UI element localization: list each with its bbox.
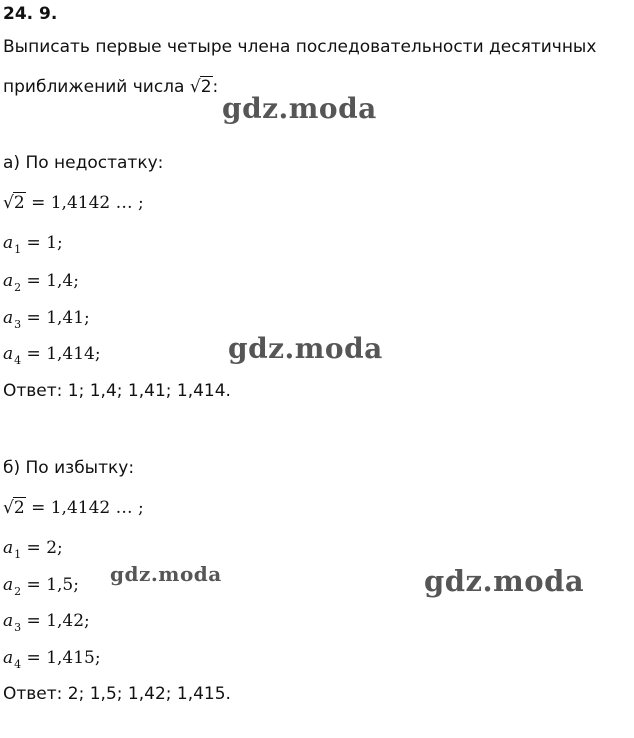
term-var: a xyxy=(3,344,14,364)
part-a-term-2 xyxy=(3,270,79,294)
term-index: 3 xyxy=(14,318,22,331)
problem-text-line-2 xyxy=(3,76,218,98)
part-b-term-3 xyxy=(3,610,90,634)
problem-text-prefix: приближений числа xyxy=(3,77,185,97)
term-index: 1 xyxy=(14,548,22,561)
term-var: a xyxy=(3,611,14,631)
sqrt-symbol: √2 xyxy=(189,77,212,97)
sqrt-radicand: 2 xyxy=(13,498,25,518)
problem-text-tail: : xyxy=(212,77,219,97)
part-a-term-3 xyxy=(3,307,90,331)
term-index: 4 xyxy=(14,354,22,367)
term-value: = 1,415; xyxy=(21,648,101,668)
part-a-term-4 xyxy=(3,343,101,367)
term-value: = 1; xyxy=(21,233,63,253)
sqrt-symbol: √2 xyxy=(3,193,25,213)
part-a-answer: Ответ: 1; 1,4; 1,41; 1,414. xyxy=(3,381,231,401)
term-index: 3 xyxy=(14,621,22,634)
watermark: gdz.moda xyxy=(228,332,383,365)
term-value: = 1,414; xyxy=(21,344,101,364)
term-var: a xyxy=(3,308,14,328)
watermark: gdz.moda xyxy=(424,564,585,598)
part-b-term-2 xyxy=(3,574,79,598)
term-var: a xyxy=(3,538,14,558)
term-index: 1 xyxy=(14,243,22,256)
problem-number: 24. 9. xyxy=(3,4,58,24)
sqrt-value: = 1,4142 … ; xyxy=(25,193,144,213)
part-b-term-4 xyxy=(3,647,101,671)
watermark: gdz.moda xyxy=(110,562,222,586)
term-value: = 2; xyxy=(21,538,63,558)
sqrt-symbol: √2 xyxy=(3,498,25,518)
sqrt-radicand: 2 xyxy=(13,193,25,213)
term-index: 4 xyxy=(14,658,22,671)
sqrt-value: = 1,4142 … ; xyxy=(25,498,144,518)
term-var: a xyxy=(3,271,14,291)
term-var: a xyxy=(3,575,14,595)
part-a-term-1 xyxy=(3,232,63,256)
part-b-sqrt-line xyxy=(3,497,144,519)
term-value: = 1,4; xyxy=(21,271,79,291)
term-index: 2 xyxy=(14,585,22,598)
part-a-sqrt-line xyxy=(3,192,144,214)
term-var: a xyxy=(3,233,14,253)
problem-text-line-1: Выписать первые четыре члена последовательности десятичных xyxy=(3,37,597,57)
term-var: a xyxy=(3,648,14,668)
watermark: gdz.moda xyxy=(222,92,377,125)
part-a-heading: а) По недостатку: xyxy=(3,153,164,173)
term-value: = 1,42; xyxy=(21,611,90,631)
sqrt-radicand: 2 xyxy=(200,77,212,97)
term-value: = 1,41; xyxy=(21,308,90,328)
term-index: 2 xyxy=(14,281,22,294)
part-b-heading: б) По избытку: xyxy=(3,458,135,478)
part-b-term-1 xyxy=(3,537,63,561)
term-value: = 1,5; xyxy=(21,575,79,595)
part-b-answer: Ответ: 2; 1,5; 1,42; 1,415. xyxy=(3,684,231,704)
